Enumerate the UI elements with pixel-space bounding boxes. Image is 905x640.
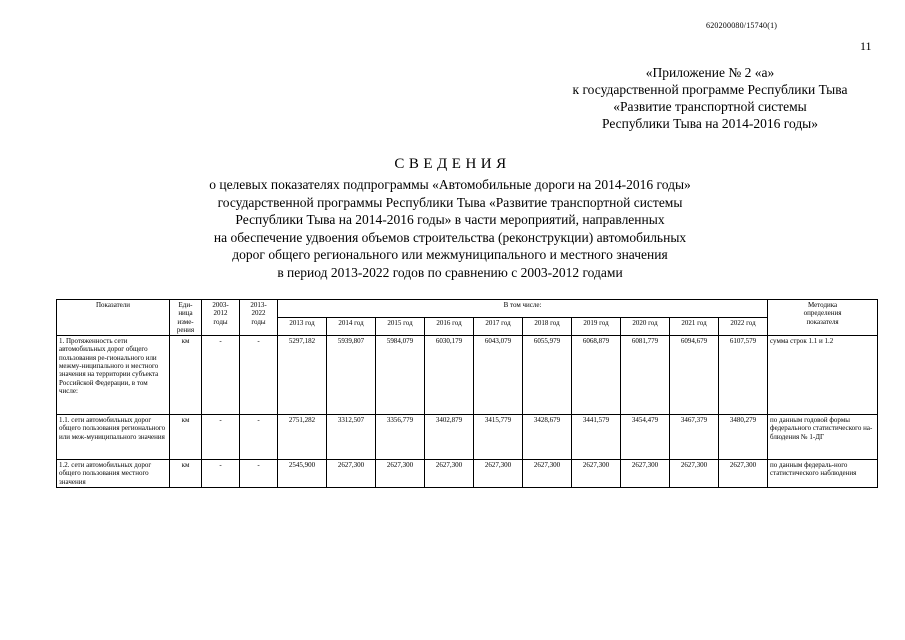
row-method: по данным годовой формы федерального статистического на-блюдения № 1-ДГ [768, 415, 878, 460]
row-value: 2627,300 [523, 460, 572, 488]
row-value: 6055,979 [523, 336, 572, 415]
row-2003-2012: - [202, 460, 240, 488]
row-method: по данным федераль-ного статистического наблюдения [768, 460, 878, 488]
header-method: Методика определения показателя [768, 300, 878, 336]
row-value: 5984,079 [376, 336, 425, 415]
row-value: 3356,779 [376, 415, 425, 460]
indicators-table [56, 299, 878, 488]
appendix-line-4: Республики Тыва на 2014-2016 годы» [601, 116, 819, 131]
header-year: 2022 год [719, 318, 768, 336]
row-unit: км [170, 336, 202, 415]
row-value: 5939,807 [327, 336, 376, 415]
row-value: 2627,300 [621, 460, 670, 488]
subtitle-line-3: Республики Тыва на 2014-2016 годы» в части мероприятий, направленных [235, 212, 665, 228]
header-year: 2016 год [425, 318, 474, 336]
row-value: 2627,300 [425, 460, 474, 488]
header-2013-2022: 2013- 2022 годы [240, 300, 278, 336]
document-id: 620200080/15740(1) [706, 21, 778, 30]
appendix-line-3: «Развитие транспортной системы [613, 99, 807, 114]
subtitle-line-4: на обеспечение удвоения объемов строительства (реконструкции) автомобильных [213, 229, 687, 245]
row-value: 6094,679 [670, 336, 719, 415]
header-year: 2015 год [376, 318, 425, 336]
row-value: 6081,779 [621, 336, 670, 415]
header-year: 2013 год [278, 318, 327, 336]
row-value: 3428,679 [523, 415, 572, 460]
header-year: 2019 год [572, 318, 621, 336]
row-2013-2022: - [240, 415, 278, 460]
row-unit: км [170, 460, 202, 488]
row-value: 3415,779 [474, 415, 523, 460]
appendix-line-1: «Приложение № 2 «а» [645, 65, 775, 80]
document-title: СВЕДЕНИЯ [394, 156, 511, 172]
row-value: 2627,300 [474, 460, 523, 488]
row-value: 3402,879 [425, 415, 474, 460]
row-indicator: 1.1. сети автомобильных дорог общего пользования регионального или меж-муниципального значения [57, 415, 170, 460]
row-value: 6030,179 [425, 336, 474, 415]
header-2003-2012: 2003- 2012 годы [202, 300, 240, 336]
row-value: 3312,507 [327, 415, 376, 460]
row-value: 3480,279 [719, 415, 768, 460]
row-value: 3467,379 [670, 415, 719, 460]
header-year: 2014 год [327, 318, 376, 336]
header-year: 2021 год [670, 318, 719, 336]
subtitle-line-2: государственной программы Республики Тыва «Развитие транспортной системы [217, 194, 683, 210]
header-indicator: Показатели [57, 300, 170, 336]
header-including: В том числе: [278, 300, 768, 318]
row-value: 2627,300 [327, 460, 376, 488]
row-2003-2012: - [202, 415, 240, 460]
document-subtitle [120, 176, 780, 282]
row-value: 3454,479 [621, 415, 670, 460]
row-value: 6043,079 [474, 336, 523, 415]
row-value: 3441,579 [572, 415, 621, 460]
appendix-header [540, 64, 880, 132]
row-2013-2022: - [240, 460, 278, 488]
row-method: сумма строк 1.1 и 1.2 [768, 336, 878, 415]
header-unit: Еди- ница изме- рения [170, 300, 202, 336]
table-row [57, 460, 878, 488]
row-indicator: 1.2. сети автомобильных дорог общего пользования местного значения [57, 460, 170, 488]
row-value: 5297,182 [278, 336, 327, 415]
row-value: 6068,879 [572, 336, 621, 415]
page-number: 11 [860, 39, 872, 53]
row-2003-2012: - [202, 336, 240, 415]
subtitle-line-1: о целевых показателях подпрограммы «Автомобильные дороги на 2014-2016 годы» [209, 177, 691, 192]
row-value: 2627,300 [719, 460, 768, 488]
header-year: 2017 год [474, 318, 523, 336]
row-value: 2627,300 [572, 460, 621, 488]
row-value: 2545,900 [278, 460, 327, 488]
table-row [57, 415, 878, 460]
row-value: 2627,300 [670, 460, 719, 488]
row-value: 2627,300 [376, 460, 425, 488]
table-row [57, 336, 878, 415]
header-year: 2018 год [523, 318, 572, 336]
row-indicator: 1. Протяженность сети автомобильных дорог общего пользования ре-гионального или межму-ниципального и местного значения на территории субъекта Российской Федерации, в том числе: [57, 336, 170, 415]
row-2013-2022: - [240, 336, 278, 415]
appendix-line-2: к государственной программе Республики Тыва [572, 82, 848, 97]
header-year: 2020 год [621, 318, 670, 336]
row-value: 2751,282 [278, 415, 327, 460]
subtitle-line-5: дорог общего регионального или межмуниципального и местного значения [232, 247, 668, 263]
row-unit: км [170, 415, 202, 460]
row-value: 6107,579 [719, 336, 768, 415]
subtitle-line-6: в период 2013-2022 годов по сравнению с 2003-2012 годами [277, 264, 623, 280]
